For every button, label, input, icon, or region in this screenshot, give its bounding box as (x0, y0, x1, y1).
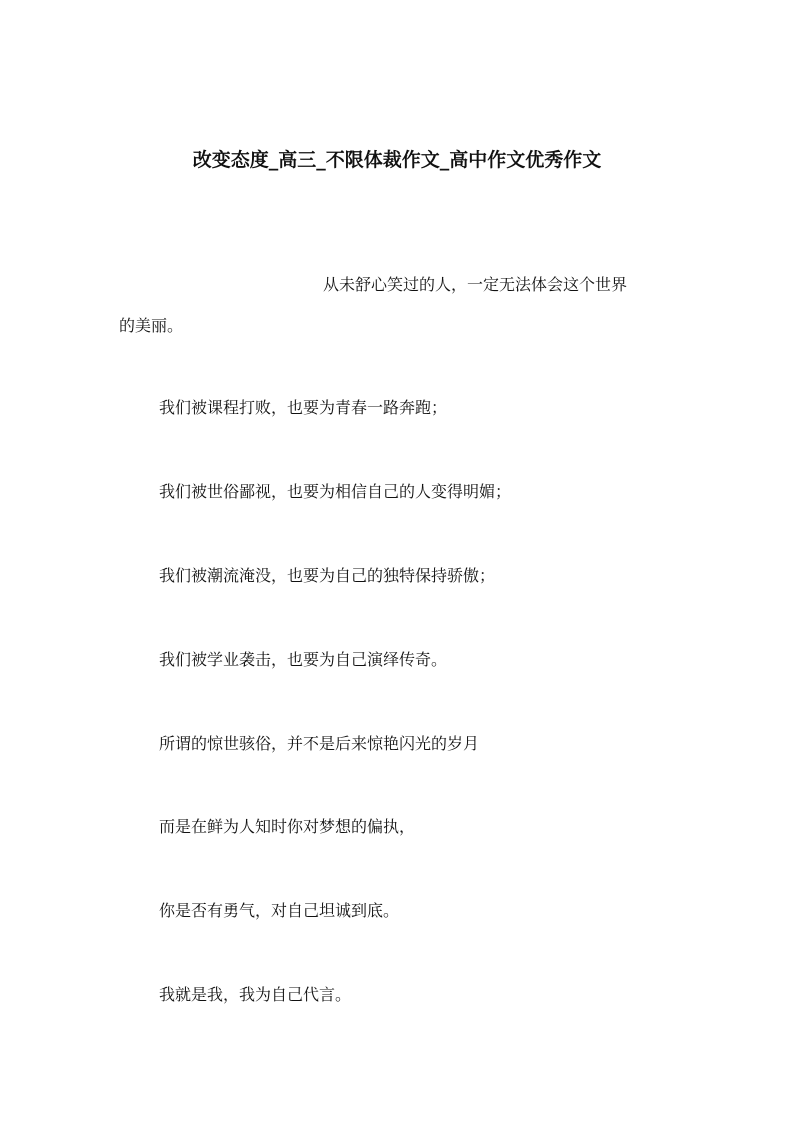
document-title: 改变态度_高三_不限体裁作文_高中作文优秀作文 (192, 149, 602, 171)
intro-paragraph-line-2: 的美丽。 (119, 316, 184, 335)
body-line: 我就是我，我为自己代言。 (159, 985, 352, 1004)
body-line: 你是否有勇气，对自己坦诚到底。 (159, 901, 400, 920)
body-line: 我们被课程打败，也要为青春一路奔跑； (159, 398, 448, 417)
body-line: 我们被潮流淹没，也要为自己的独特保持骄傲； (159, 566, 496, 585)
body-line: 我们被世俗鄙视，也要为相信自己的人变得明媚； (159, 482, 512, 501)
body-line: 所谓的惊世骇俗，并不是后来惊艳闪光的岁月 (159, 734, 480, 753)
body-line: 而是在鲜为人知时你对梦想的偏执， (159, 817, 416, 836)
intro-paragraph-line-1: 从未舒心笑过的人，一定无法体会这个世界 (323, 275, 628, 294)
body-line: 我们被学业袭击，也要为自己演绎传奇。 (159, 650, 448, 669)
